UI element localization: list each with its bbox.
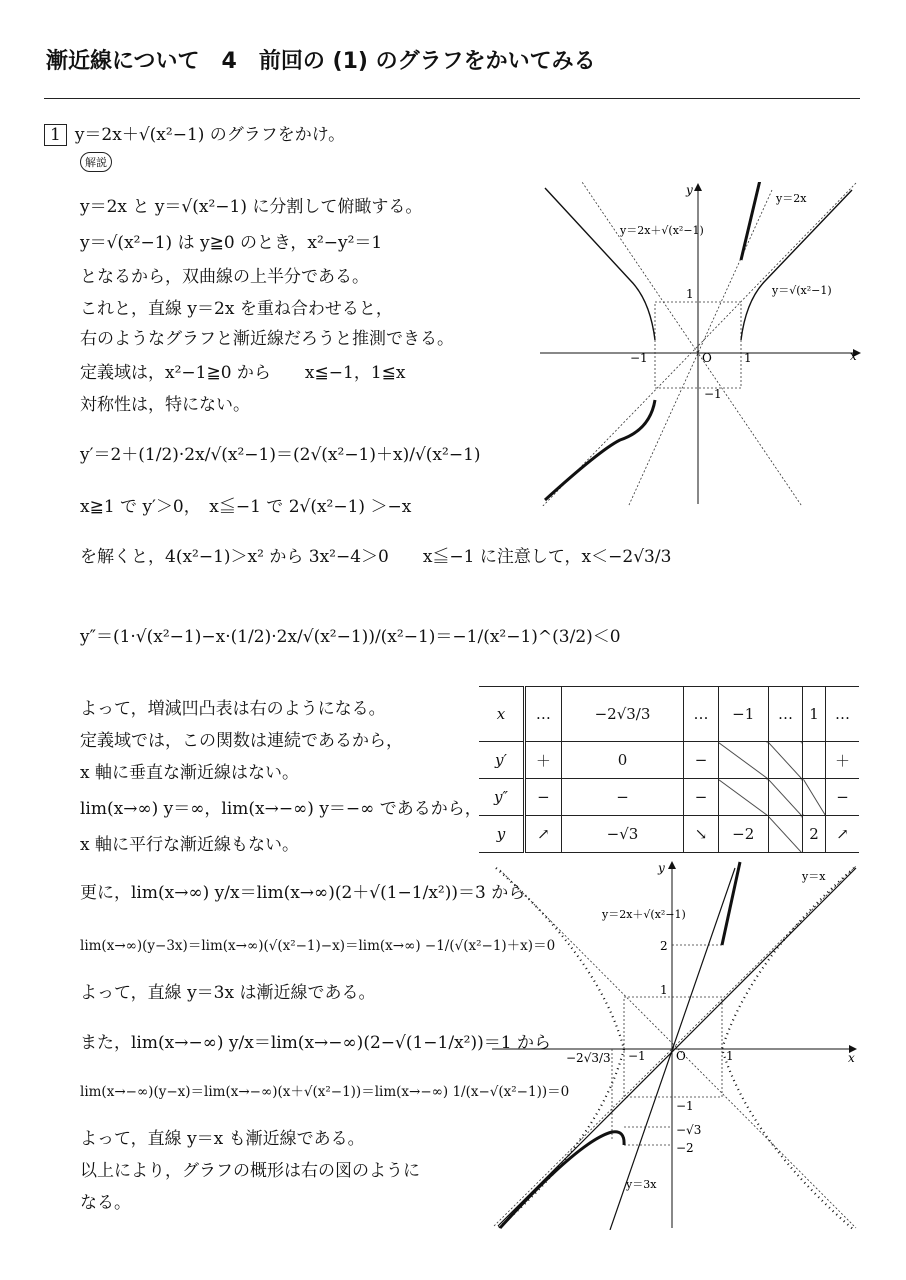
line-2x-label: y＝2x bbox=[776, 192, 807, 205]
table-cell bbox=[768, 816, 803, 853]
table-cell: −2√3/3 bbox=[561, 687, 684, 742]
solution-line-5: 右のようなグラフと漸近線だろうと推測できる。 bbox=[80, 329, 454, 349]
origin-label: O bbox=[676, 1049, 686, 1063]
x-axis-label: x bbox=[848, 1051, 855, 1065]
table-cell: … bbox=[525, 687, 562, 742]
table-cell: − bbox=[825, 779, 859, 816]
derivative-formula: y′＝2＋(1/2)·2x/√(x²−1)＝(2√(x²−1)＋x)/√(x²−1) bbox=[80, 445, 481, 465]
table-cell bbox=[768, 779, 803, 816]
table-cell bbox=[803, 779, 826, 816]
table-cell: −2 bbox=[718, 816, 768, 853]
title-divider bbox=[44, 98, 860, 99]
solution-line-22: よって，直線 y＝x も漸近線である。 bbox=[80, 1129, 365, 1149]
solution-line-6: 定義域は，x²−1≧0 から x≦−1，1≦x bbox=[80, 363, 406, 383]
second-derivative-formula: y″＝(1·√(x²−1)−x·(1/2)·2x/√(x²−1))/(x²−1)＝−1/(x²−1)^(3/2)＜0 bbox=[80, 627, 621, 647]
y-1-label: 1 bbox=[686, 287, 694, 301]
table-cell bbox=[718, 742, 768, 779]
y-neg-sqrt3-label: −√3 bbox=[676, 1123, 702, 1137]
curve-right-branch bbox=[722, 862, 740, 945]
table-cell: y′ bbox=[479, 742, 525, 779]
table-row-y-prime bbox=[479, 742, 859, 779]
solution-line-7: 対称性は，特にない。 bbox=[80, 395, 250, 415]
curve-left-branch bbox=[545, 400, 655, 500]
problem-text: y＝2x＋√(x²−1) のグラフをかけ。 bbox=[74, 125, 346, 145]
line-yx-label: y＝x bbox=[802, 870, 826, 883]
x-axis-label: x bbox=[850, 349, 857, 363]
y-axis-label: y bbox=[686, 183, 693, 197]
table-cell: ＋ bbox=[525, 742, 562, 779]
solution-line-15: lim(x→∞) y＝∞，lim(x→−∞) y＝−∞ であるから， bbox=[80, 799, 482, 819]
solution-line-1: y＝2x と y＝√(x²−1) に分割して俯瞰する。 bbox=[80, 197, 423, 217]
table-cell: ↗ bbox=[525, 816, 562, 853]
table-cell: y″ bbox=[479, 779, 525, 816]
origin-label: O bbox=[702, 351, 712, 365]
table-cell: ＋ bbox=[825, 742, 859, 779]
variation-table bbox=[479, 686, 859, 853]
x-neg1-label: −1 bbox=[628, 1049, 646, 1063]
solution-line-24: なる。 bbox=[80, 1193, 131, 1213]
page-title: 漸近線について 4 前回の (1) のグラフをかいてみる bbox=[46, 49, 596, 74]
table-cell: 1 bbox=[803, 687, 826, 742]
solution-line-3: となるから，双曲線の上半分である。 bbox=[80, 267, 369, 287]
solution-line-20: また，lim(x→−∞) y/x＝lim(x→−∞)(2−√(1−1/x²))＝1 から bbox=[80, 1033, 551, 1053]
table-cell bbox=[718, 779, 768, 816]
graph-overlay bbox=[536, 178, 866, 508]
table-cell: … bbox=[684, 687, 719, 742]
table-cell: − bbox=[525, 779, 562, 816]
table-cell bbox=[803, 742, 826, 779]
table-row-y bbox=[479, 816, 859, 853]
x-1-label: 1 bbox=[744, 351, 752, 365]
x-1-label: 1 bbox=[726, 1049, 734, 1063]
line-y3x-label: y＝3x bbox=[626, 1178, 657, 1191]
table-cell: 0 bbox=[561, 742, 684, 779]
hyperbola-right bbox=[741, 190, 852, 340]
table-row-y-double-prime bbox=[479, 779, 859, 816]
problem-statement bbox=[44, 120, 345, 146]
curve-right-branch bbox=[741, 180, 760, 260]
x-crit-label: −2√3/3 bbox=[566, 1051, 611, 1065]
y-2-label: 2 bbox=[660, 939, 668, 953]
curve-left-branch bbox=[500, 1132, 624, 1228]
x-neg1-label: −1 bbox=[630, 351, 648, 365]
table-cell: ↗ bbox=[825, 816, 859, 853]
problem-number: 1 bbox=[44, 124, 67, 146]
table-cell: … bbox=[768, 687, 803, 742]
table-cell: −√3 bbox=[561, 816, 684, 853]
y-neg1-label: −1 bbox=[676, 1099, 694, 1113]
table-row-x bbox=[479, 687, 859, 742]
solution-line-14: x 軸に垂直な漸近線はない。 bbox=[80, 763, 299, 783]
solution-line-2: y＝√(x²−1) は y≧0 のとき，x²−y²＝1 bbox=[80, 233, 383, 253]
table-cell: ↘ bbox=[684, 816, 719, 853]
y-1-label: 1 bbox=[660, 983, 668, 997]
solution-line-18: lim(x→∞)(y−3x)＝lim(x→∞)(√(x²−1)−x)＝lim(x→∞) −1/(√(x²−1)＋x)＝0 bbox=[80, 938, 556, 954]
solution-line-17: 更に，lim(x→∞) y/x＝lim(x→∞)(2＋√(1−1/x²))＝3 から bbox=[80, 883, 526, 903]
sqrt-label: y＝√(x²−1) bbox=[772, 284, 832, 297]
y-axis-label: y bbox=[658, 861, 665, 875]
solution-line-9: x≧1 で y′＞0， x≦−1 で 2√(x²−1) ＞−x bbox=[80, 497, 412, 517]
solution-line-10: を解くと，4(x²−1)＞x² から 3x²−4＞0 x≦−1 に注意して，x＜−2√3/3 bbox=[80, 547, 672, 567]
solution-line-19: よって，直線 y＝3x は漸近線である。 bbox=[80, 983, 376, 1003]
table-cell bbox=[768, 742, 803, 779]
table-cell: … bbox=[825, 687, 859, 742]
curve-label: y＝2x＋√(x²−1) bbox=[602, 908, 686, 921]
solution-line-4: これと，直線 y＝2x を重ね合わせると， bbox=[80, 299, 393, 319]
solution-line-16: x 軸に平行な漸近線もない。 bbox=[80, 835, 299, 855]
hyperbola-left bbox=[545, 188, 655, 340]
solution-line-23: 以上により，グラフの概形は右の図のように bbox=[80, 1161, 420, 1181]
table-cell: − bbox=[561, 779, 684, 816]
table-cell: − bbox=[684, 779, 719, 816]
explanation-badge: 解説 bbox=[80, 152, 112, 172]
solution-line-21: lim(x→−∞)(y−x)＝lim(x→−∞)(x＋√(x²−1))＝lim(x→−∞) 1/(x−√(x²−1))＝0 bbox=[80, 1084, 570, 1100]
table-cell: x bbox=[479, 687, 525, 742]
y-neg1-label: −1 bbox=[704, 387, 722, 401]
graph-final bbox=[486, 856, 860, 1234]
table-cell: y bbox=[479, 816, 525, 853]
table-cell: −1 bbox=[718, 687, 768, 742]
solution-line-12: よって，増減凹凸表は右のようになる。 bbox=[80, 699, 386, 719]
table-cell: − bbox=[684, 742, 719, 779]
y-neg2-label: −2 bbox=[676, 1141, 694, 1155]
table-cell: 2 bbox=[803, 816, 826, 853]
solution-line-13: 定義域では，この関数は連続であるから， bbox=[80, 731, 403, 751]
curve-label: y＝2x＋√(x²−1) bbox=[620, 224, 704, 237]
